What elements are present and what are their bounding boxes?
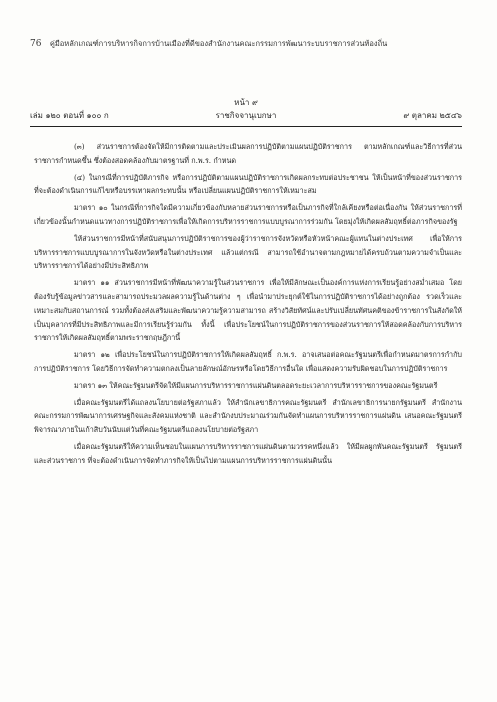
paragraph-section-13-3: เมื่อคณะรัฐมนตรีให้ความเห็นชอบในแผนการบริหารราชการแผ่นดินตามวรรคหนึ่งแล้ว ให้มีผลผูกพันคณะรัฐมนตรี รัฐมนตรี และส่วนราชการ ที่จะต้องดำเนินการจัดทำภารกิจให้เป็นไปตามแผนการบริหารราชการแผ่นดินนั้น [34,441,462,465]
paragraph-section-13-2: เมื่อคณะรัฐมนตรีได้แถลงนโยบายต่อรัฐสภาแล้ว ให้สำนักเลขาธิการคณะรัฐมนตรี สำนักเลขาธิการนายกรัฐมนตรี สำนักงานคณะกรรมการพัฒนาการเศรษฐกิจและสังคมแห่งชาติ และสำนักงบประมาณร่วมกันจัดทำแผนการบริหารราชการแผ่นดิน เสนอคณะรัฐมนตรีพิจารณาภายในเก้าสิบวันนับแต่วันที่คณะรัฐมนตรีแถลงนโยบายต่อรัฐสภา [34,397,462,435]
paragraph-section-12: มาตรา ๑๒ เพื่อประโยชน์ในการปฏิบัติราชการให้เกิดผลสัมฤทธิ์ ก.พ.ร. อาจเสนอต่อคณะรัฐมนตรีเพื่อกำหนดมาตรการกำกับการปฏิบัติราชการ โดยวิธีการจัดทำความตกลงเป็นลายลักษณ์อักษรหรือโดยวิธีการอื่นใด เพื่อแสดงความรับผิดชอบในการปฏิบัติราชการ [34,350,462,373]
gazette-header [30,96,462,126]
body-text [34,140,462,471]
paragraph-section-13: มาตรา ๑๓ ให้คณะรัฐมนตรีจัดให้มีแผนการบริหารราชการแผ่นดินตลอดระยะเวลาการบริหารราชการของคณะรัฐมนตรี [74,380,438,390]
gazette-volume: เล่ม ๑๒๐ ตอนที่ ๑๐๐ ก [30,111,109,120]
paragraph-section-10-2: ให้ส่วนราชการมีหน้าที่สนับสนุนการปฏิบัติราชการของผู้ว่าราชการจังหวัดหรือหัวหน้าคณะผู้แทนในต่างประเทศ เพื่อให้การบริหารราชการแบบบูรณาการในจังหวัดหรือในต่างประเทศ แล้วแต่กรณี สามารถใช้อำนาจตามกฎหมายได้ครบถ้วนตามความจำเป็นและบริหารราชการได้อย่างมีประสิทธิภาพ [34,233,462,271]
gazette-page-label: หน้า ๙ [234,98,258,107]
header-rule [30,126,462,127]
gazette-date: ๙ ตุลาคม ๒๕๔๖ [403,111,462,120]
paragraph-clause-4: (๔) ในกรณีที่การปฏิบัติภารกิจ หรือการปฏิบัติตามแผนปฏิบัติราชการเกิดผลกระทบต่อประชาชน ให้เป็นหน้าที่ของส่วนราชการที่จะต้องดำเนินการแก้ไขหรือบรรเทาผลกระทบนั้น หรือเปลี่ยนแผนปฏิบัติราชการให้เหมาะสม [34,172,462,196]
page-number: 76 [30,39,42,49]
paragraph-section-10: มาตรา ๑๐ ในกรณีที่การกิจใดมีความเกี่ยวข้องกับหลายส่วนราชการหรือเป็นภารกิจที่ใกล้เคียงหรือต่อเนื่องกัน ให้ส่วนราชการที่เกี่ยวข้องนั้นกำหนดแนวทางการปฏิบัติราชการเพื่อให้เกิดการบริหารราชการแบบบูรณาการร่วมกัน โดยมุ่งให้เกิดผลสัมฤทธิ์ต่อภารกิจของรัฐ [34,203,462,226]
gazette-publication: ราชกิจจานุเบกษา [215,111,277,120]
running-head-title: คู่มือหลักเกณฑ์การบริหารกิจการบ้านเมืองที่ดีของสำนักงานคณะกรรมการพัฒนาระบบราชการส่วนท้องถิ่น [49,39,388,48]
paragraph-clause-3: (๓) ส่วนราชการต้องจัดให้มีการติดตามและประเมินผลการปฏิบัติตามแผนปฏิบัติราชการ ตามหลักเกณฑ์และวิธีการที่ส่วนราชการกำหนดขึ้น ซึ่งต้องสอดคล้องกับมาตรฐานที่ ก.พ.ร. กำหนด [34,142,462,165]
running-head [30,38,387,50]
paragraph-section-11: มาตรา ๑๑ ส่วนราชการมีหน้าที่พัฒนาความรู้ในส่วนราชการ เพื่อให้มีลักษณะเป็นองค์การแห่งการเรียนรู้อย่างสม่ำเสมอ โดยต้องรับรู้ข้อมูลข่าวสารและสามารถประมวลผลความรู้ในด้านต่าง ๆ เพื่อนำมาประยุกต์ใช้ในการปฏิบัติราชการได้อย่างถูกต้อง รวดเร็วและเหมาะสมกับสถานการณ์ รวมทั้งต้องส่งเสริมและพัฒนาความรู้ความสามารถ สร้างวิสัยทัศน์และปรับเปลี่ยนทัศนคติของข้าราชการในสังกัดให้เป็นบุคลากรที่มีประสิทธิภาพและมีการเรียนรู้ร่วมกัน ทั้งนี้ เพื่อประโยชน์ในการปฏิบัติราชการของส่วนราชการให้สอดคล้องกับการบริหารราชการให้เกิดผลสัมฤทธิ์ตามพระราชกฤษฎีกานี้ [34,278,462,343]
